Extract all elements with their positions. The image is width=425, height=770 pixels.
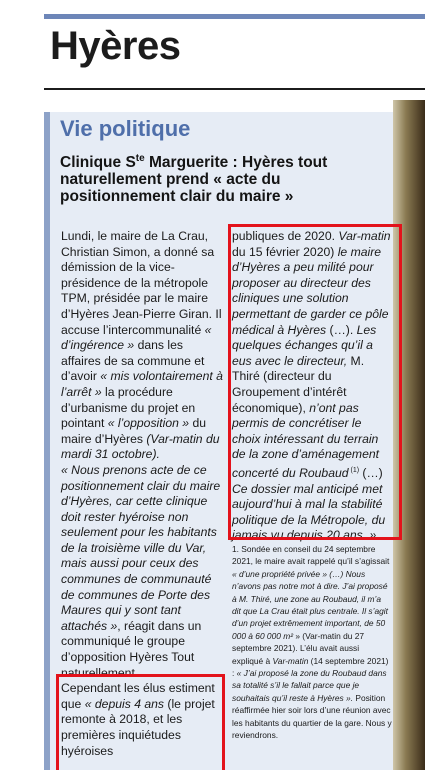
text-run: Position réaffirmée hier soir lors d’une réunion avec les habitants du quartier de la gare. Nous y reviendrons. (232, 692, 392, 741)
text-run: le maire d’Hyères a peu milité pour proposer au directeur des cliniques une solution permettant de garder ce pôle médical à Hyères (232, 244, 389, 337)
text-run: (Var-matin du mardi 31 octobre). (61, 431, 220, 462)
headline-text-1: Clinique S (60, 154, 136, 172)
article-kicker: Vie politique (60, 116, 191, 141)
text-run: dans les affaires de sa commune et d’avoir (61, 338, 205, 384)
paragraph-2 (61, 463, 226, 681)
footnote-marker: (1) (348, 466, 360, 474)
text-run: Var-matin (272, 655, 309, 666)
text-run: Ce dossier mal anticipé met aujourd’hui à mal la stabilité politique de la Métropole, du jamais vu depuis 20 ans. » (232, 481, 386, 543)
paragraph-1 (61, 229, 226, 463)
headline-text-2: Marguerite : Hyères tout naturellement prend « acte du positionnement clair du maire » (60, 154, 328, 206)
text-run: (…). (326, 322, 357, 337)
panel-accent-bar (44, 112, 50, 770)
text-run: « J’ai proposé la zone du Roubaud dans sa totalité s’il le fallait parce que je souhaitais qu’il reste à Hyères ». (232, 668, 387, 703)
text-run: » (Var-matin du 27 septembre 2021). L’élu avait aussi expliqué à (232, 630, 365, 666)
text-run: , réagit dans un communiqué le groupe d’opposition Hyères Tout naturellement. (61, 618, 202, 680)
text-run: (le projet remonte à 2018, et les premières inquiétudes hyéroises (61, 696, 215, 758)
highlight-box-column-1-bottom (56, 674, 225, 770)
top-rule (44, 14, 425, 19)
text-run: du 15 février 2020) (232, 244, 338, 259)
text-run: « d’ingérence » (61, 322, 212, 353)
headline-superscript: te (135, 153, 145, 164)
text-run: n’ont pas permis de concrétiser le choix intéressant du terrain de la zone d’aménagement concerté du Roubaud (232, 400, 380, 480)
header-divider (44, 88, 425, 90)
text-run: Les quelques échanges qu’il a eus avec le directeur, (232, 322, 377, 368)
section-city-title: Hyères (50, 24, 181, 68)
text-run: « Nous prenons acte de ce positionnement clair du maire d’Hyères, car cette clinique doit rester hyéroise non seulement pour les habitants de la troisième ville du Var, mais aussi pour ceux des communes de communauté de communes de Porte des Maures qui y sont tant attachés » (61, 462, 221, 633)
text-run: « mis volontairement à l’arrêt » (61, 369, 223, 399)
text-run: « d’une propriété privée » (…) Nous n’avons pas notre mot à dire. J’ai proposé à M. Thiré, une zone au Roubaud, il m’a dit que La Crau était plus centrale. Il s’agit d’un projet extrêmement important, de 50 000 à 60 000 m² (232, 568, 388, 641)
footnote-block (232, 543, 392, 742)
text-run: Cependant les élus estiment que (61, 681, 215, 711)
text-run: la procédure d’urbanisme du projet en pointant (61, 384, 196, 431)
text-run: « depuis 4 ans (84, 696, 165, 711)
text-run: (…) (359, 465, 383, 480)
text-run: M. Thiré (directeur du Groupement d’intérêt économique), (232, 353, 365, 415)
text-run: Var-matin (338, 229, 391, 243)
footnote-1 (232, 543, 392, 742)
highlight-box-column-2 (228, 224, 402, 540)
text-run: publiques de 2020. (232, 229, 339, 243)
text-run: « l’opposition » (107, 416, 190, 431)
text-run: (14 septembre 2021) : (232, 655, 389, 679)
text-run: 1. Sondée en conseil du 24 septembre 2021, le maire avait rappelé qu’il s’agissait (232, 544, 390, 567)
text-run: du maire d’Hyères (61, 416, 207, 446)
article-headline (60, 150, 380, 205)
text-run: Lundi, le maire de La Crau, Christian Simon, a donné sa démission de la vice-présidence de la métropole TPM, présidée par le maire d’Hyères Jean-Pierre Giran. Il accuse l’intercommunalité (61, 229, 222, 337)
